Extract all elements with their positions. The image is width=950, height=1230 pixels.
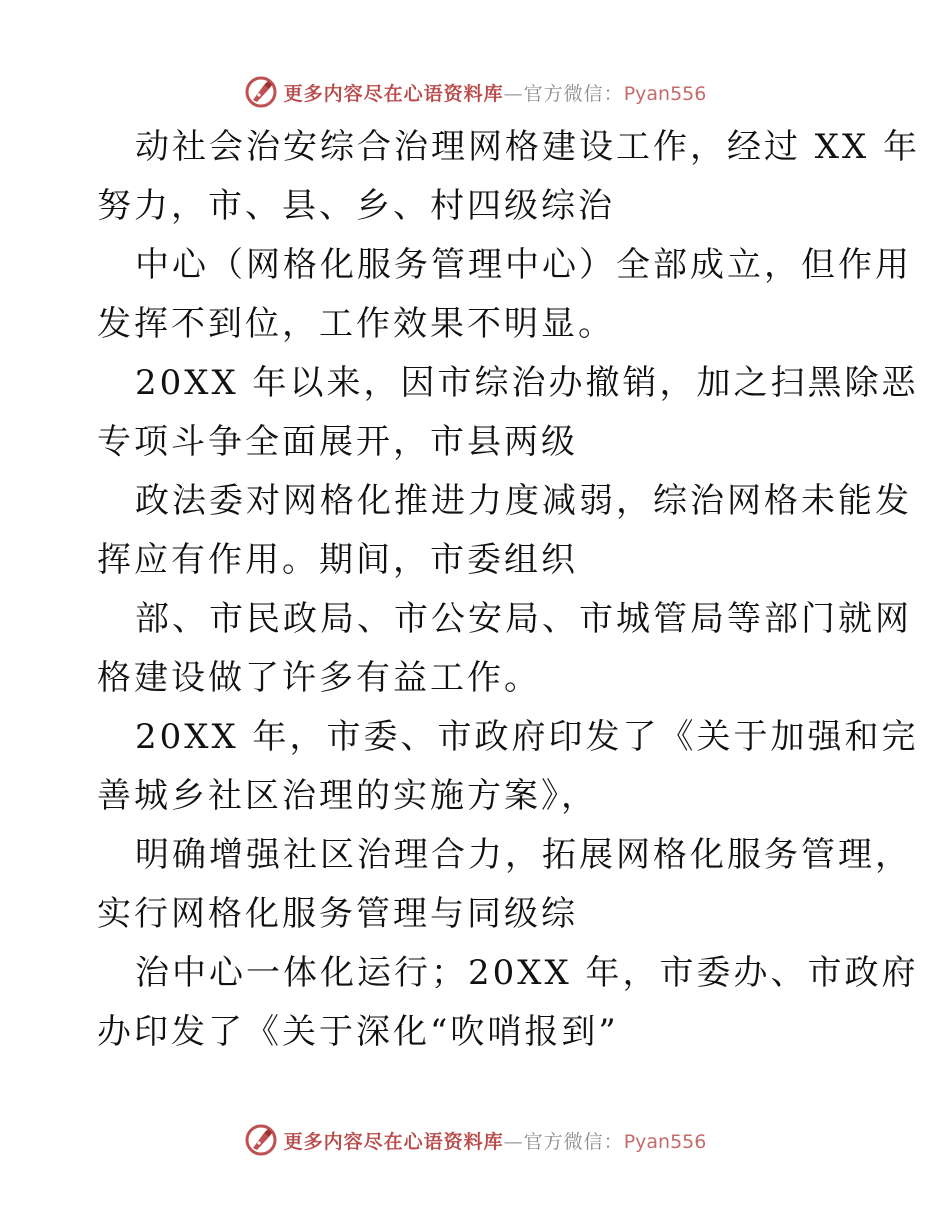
document-body	[97, 118, 921, 1062]
pen-nib-logo-icon	[244, 1123, 278, 1157]
paragraph-line: 20XX 年以来，因市综治办撤销，加之扫黑除恶	[135, 363, 919, 403]
pen-nib-logo-icon	[244, 75, 278, 109]
header-wechat-handle: Pyan556	[623, 82, 707, 105]
paragraph-line: 专项斗争全面展开，市县两级	[97, 422, 578, 462]
footer-banner	[0, 1120, 950, 1160]
paragraph-line: 中心（网格化服务管理中心）全部成立，但作用	[135, 245, 912, 285]
footer-wechat-label: 官方微信：	[523, 1130, 624, 1153]
paragraph	[97, 826, 912, 944]
footer-brand-text: 更多内容尽在心语资料库	[283, 1130, 504, 1153]
paragraph-line: 善城乡社区治理的实施方案》，	[97, 776, 598, 816]
paragraph	[97, 118, 921, 236]
paragraph-line: 动社会治安综合治理网格建设工作，经过 XX 年	[135, 127, 921, 167]
header-brand-text: 更多内容尽在心语资料库	[283, 82, 504, 105]
header-banner	[0, 72, 950, 112]
paragraph	[97, 354, 919, 472]
paragraph	[97, 590, 912, 708]
header-separator: —	[503, 82, 524, 105]
header-wechat-label: 官方微信：	[523, 82, 624, 105]
paragraph	[97, 944, 919, 1062]
footer-separator: —	[503, 1130, 524, 1153]
paragraph-line: 治中心一体化运行；20XX 年，市委办、市政府	[135, 953, 919, 993]
paragraph-line: 发挥不到位，工作效果不明显。	[97, 304, 615, 344]
header-banner-text	[284, 79, 707, 106]
paragraph	[97, 708, 919, 826]
paragraph-line: 20XX 年，市委、市政府印发了《关于加强和完	[135, 717, 919, 757]
paragraph-line: 格建设做了许多有益工作。	[97, 658, 541, 698]
paragraph	[97, 236, 912, 354]
paragraph-line: 政法委对网格化推进力度减弱，综治网格未能发	[135, 481, 912, 521]
paragraph-line: 实行网格化服务管理与同级综	[97, 894, 578, 934]
paragraph-line: 办印发了《关于深化“吹哨报到”	[97, 1012, 619, 1052]
footer-banner-text	[284, 1127, 707, 1154]
paragraph-line: 明确增强社区治理合力，拓展网格化服务管理，	[135, 835, 912, 875]
footer-wechat-handle: Pyan556	[623, 1130, 707, 1153]
paragraph-line: 部、市民政局、市公安局、市城管局等部门就网	[135, 599, 912, 639]
paragraph-line: 挥应有作用。期间，市委组织	[97, 540, 578, 580]
paragraph-line: 努力，市、县、乡、村四级综治	[97, 186, 615, 226]
paragraph	[97, 472, 912, 590]
